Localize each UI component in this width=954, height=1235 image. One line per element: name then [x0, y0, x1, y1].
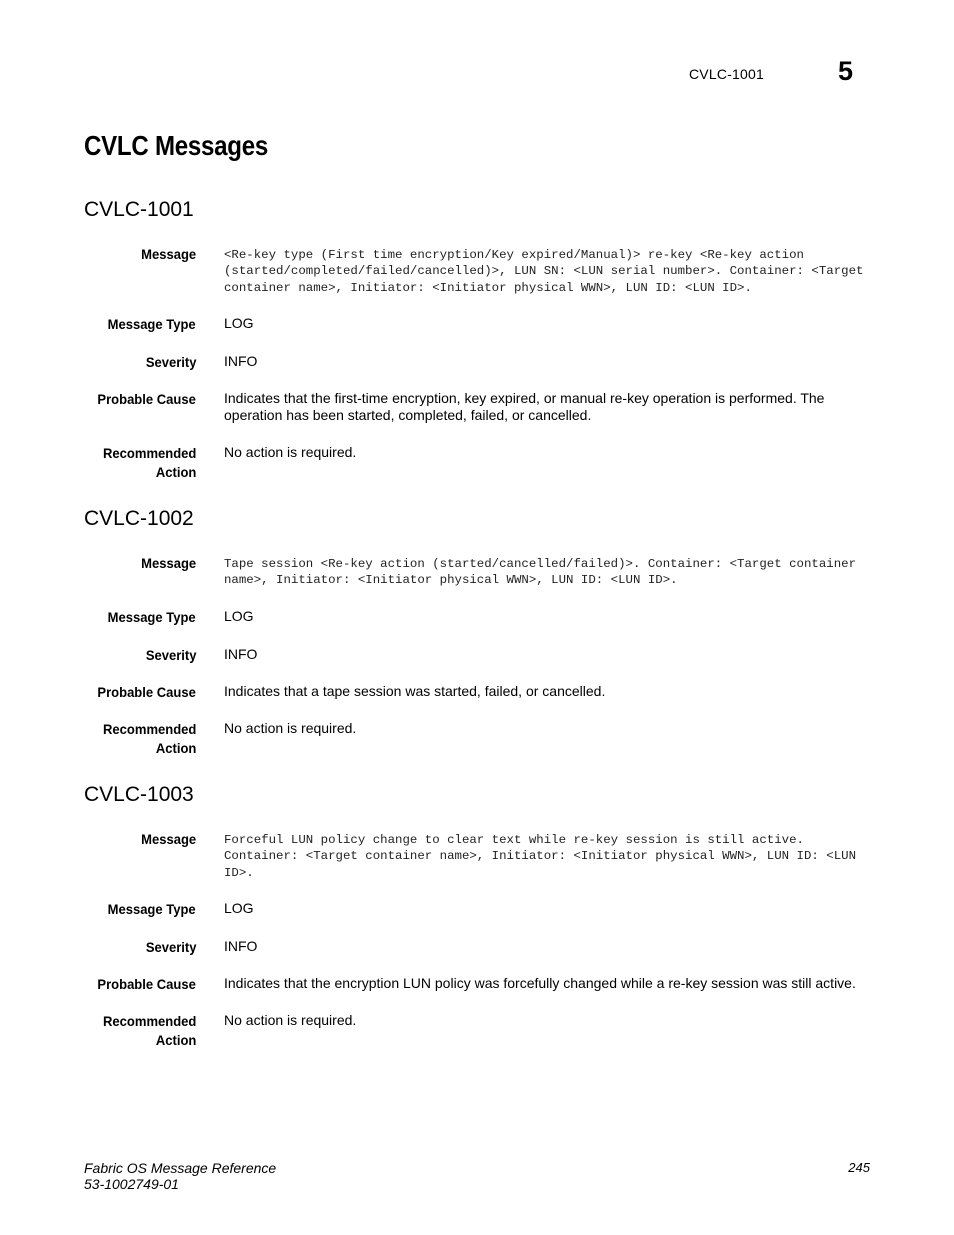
page-number: 245 [848, 1160, 870, 1175]
message-text: Tape session <Re-key action (started/cancelled/failed)>. Container: <Target container name>, Initiator: <Initiator physical WWN>, LUN ID: <LUN ID>. [224, 557, 857, 588]
message-type-value: LOG [224, 315, 254, 331]
severity-label: Severity [145, 354, 196, 370]
footer-doc-number: 53-1002749-01 [84, 1176, 179, 1192]
message-text: Forceful LUN policy change to clear text while re-key session is still active. Container: <Target container name>, Initiator: <Initiator physical WWN>, LUN ID: <LUN ID>. [224, 833, 857, 880]
recommended-label-line2: Action [155, 740, 196, 756]
message-label: Message [140, 246, 196, 262]
running-head [0, 58, 954, 88]
recommended-label-line1: Recommended [102, 445, 196, 461]
recommended-action-label [103, 444, 196, 482]
recommended-action-value: No action is required. [224, 720, 357, 736]
message-label: Message [140, 831, 196, 847]
recommended-label-line1: Recommended [102, 721, 196, 737]
severity-value: INFO [224, 646, 258, 662]
message-type-label: Message Type [107, 609, 196, 625]
message-type-label: Message Type [107, 901, 196, 917]
probable-cause-label: Probable Cause [97, 684, 196, 700]
message-type-value: LOG [224, 900, 254, 916]
probable-cause-value: Indicates that a tape session was started, failed, or cancelled. [224, 683, 606, 699]
severity-value: INFO [224, 353, 258, 369]
running-head-title: CVLC-1001 [689, 66, 764, 82]
section-heading: CVLC-1001 [84, 198, 194, 221]
chapter-number: 5 [838, 56, 854, 86]
recommended-action-value: No action is required. [224, 444, 357, 460]
probable-cause-value: Indicates that the encryption LUN policy was forcefully changed while a re-key session was still active. [224, 975, 856, 991]
severity-label: Severity [145, 939, 196, 955]
message-type-label: Message Type [107, 316, 196, 332]
probable-cause-label: Probable Cause [97, 391, 196, 407]
probable-cause-value: Indicates that the first-time encryption, key expired, or manual re-key operation is performed. The operation has been started, completed, failed, or cancelled. [224, 390, 825, 423]
recommended-action-value: No action is required. [224, 1012, 357, 1028]
recommended-action-label [103, 1012, 196, 1050]
section-heading: CVLC-1002 [84, 507, 194, 530]
recommended-label-line1: Recommended [102, 1013, 196, 1029]
message-label: Message [140, 555, 196, 571]
probable-cause-label: Probable Cause [97, 976, 196, 992]
footer-doc-title: Fabric OS Message Reference [84, 1160, 277, 1176]
recommended-label-line2: Action [155, 464, 196, 480]
page-title: CVLC Messages [84, 130, 269, 161]
severity-value: INFO [224, 938, 258, 954]
severity-label: Severity [145, 647, 196, 663]
message-type-value: LOG [224, 608, 254, 624]
recommended-label-line2: Action [155, 1032, 196, 1048]
message-text: <Re-key type (First time encryption/Key expired/Manual)> re-key <Re-key action (started/completed/failed/cancelled)>, LUN SN: <LUN serial number>. Container: <Target container name>, Initiator: <Initiator physical WWN>, LUN ID: <LUN ID>. [224, 248, 864, 295]
recommended-action-label [103, 720, 196, 758]
section-heading: CVLC-1003 [84, 783, 194, 806]
footer [84, 1160, 276, 1192]
